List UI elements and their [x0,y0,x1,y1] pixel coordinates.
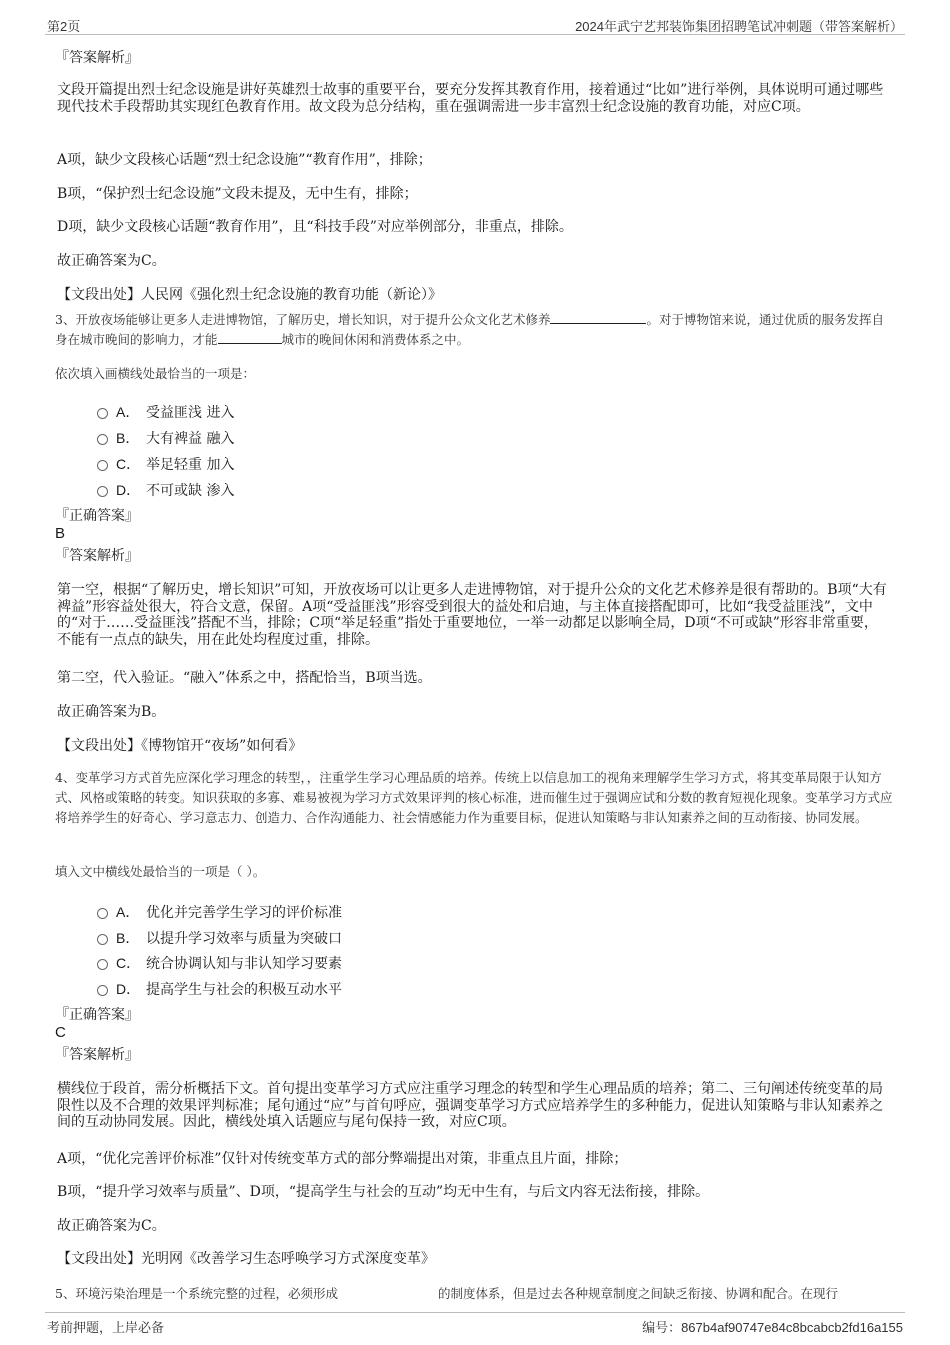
q2-analysis-label: 『答案解析』 [55,50,139,66]
q4-analysis-p2: A项，“优化完善评价标准”仅针对传统变革方式的部分弊端提出对策，非重点且片面，排除； [57,1151,628,1167]
radio-icon[interactable] [97,434,108,445]
q2-analysis-p1: 文段开篇提出烈士纪念设施是讲好英雄烈士故事的重要平台，要充分发挥其教育作用，接着通过“比如”进行举例，具体说明可通过哪些现代技术手段帮助其实现红色教育作用。故文段为总分结构，重在强调需进一步丰富烈士纪念设施的教育功能，对应C项。 [57,82,884,115]
q3-option-c[interactable]: C． 举足轻重 加入 [97,454,234,472]
q3-correct-label: 『正确答案』 [55,508,139,524]
q5-stem [55,1284,895,1304]
q3-analysis-p2: 第二空，代入验证。“融入”体系之中，搭配恰当，B项当选。 [57,670,432,686]
radio-icon[interactable] [97,908,108,919]
q4-analysis-label: 『答案解析』 [55,1047,139,1063]
q2-analysis-p4: D项，缺少文段核心话题“教育作用”，且“科技手段”对应举例部分，非重点，排除。 [57,219,573,235]
q4-source: 【文段出处】光明网《改善学习生态呼唤学习方式深度变革》 [57,1251,435,1267]
page-number: 第2页 [47,19,81,34]
q4-option-b[interactable]: B． 以提升学习效率与质量为突破口 [97,928,342,946]
q3-stem-part-2: 。对于博物馆来说，通过优质的服务发挥自身在城市晚间的影响力，才能 [55,312,884,347]
q3-prompt: 依次填入画横线处最恰当的一项是： [55,366,256,381]
page-footer [45,1312,905,1337]
q3-option-d[interactable]: D． 不可或缺 渗入 [97,480,234,498]
q4-correct-answer: C [55,1024,66,1041]
radio-icon[interactable] [97,985,108,996]
q2-source: 【文段出处】人民网《强化烈士纪念设施的教育功能（新论）》 [57,287,442,303]
q4-option-a[interactable]: A． 优化并完善学生学习的评价标准 [97,902,342,920]
q3-stem-part-1: 3、开放夜场能够让更多人走进博物馆，了解历史，增长知识，对于提升公众文化艺术修养 [55,312,551,327]
q3-analysis-label: 『答案解析』 [55,548,139,564]
radio-icon[interactable] [97,408,108,419]
radio-icon[interactable] [97,934,108,945]
q2-analysis-p3: B项，“保护烈士纪念设施”文段未提及，无中生有，排除； [57,186,418,202]
q2-analysis-p5: 故正确答案为C。 [57,253,166,269]
q5-stem-part-1: 5、环境污染治理是一个系统完整的过程，必须形成 [55,1286,338,1301]
q3-blank-1 [550,311,646,324]
page-header [45,12,905,35]
q4-correct-label: 『正确答案』 [55,1007,139,1023]
q3-option-a[interactable]: A． 受益匪浅 进入 [97,402,234,420]
q4-stem: 4、变革学习方式首先应深化学习理念的转型，，注重学生学习心理品质的培养。传统上以信息加工的视角来理解学生学习方式，将其变革局限于认知方式、风格或策略的转变。知识获取的多寡、难易被视为学习方式效果评判的核心标准，进而催生过于强调应试和分数的教育短视化现象。变革学习方式应将培养学生的好奇心、学习意志力、创造力、合作沟通能力、社会情感能力作为重要目标，促进认知策略与非认知素养之间的互动衔接、协同发展。 [55,770,893,825]
q4-option-c[interactable]: C． 统合协调认知与非认知学习要素 [97,953,342,971]
q3-option-b[interactable]: B． 大有裨益 融入 [97,428,234,446]
radio-icon[interactable] [97,486,108,497]
q3-stem [55,310,895,350]
q3-source: 【文段出处】《博物馆开“夜场”如何看》 [57,738,303,754]
q3-correct-answer: B [55,525,66,542]
q4-analysis-p1: 横线位于段首，需分析概括下文。首句提出变革学习方式应注重学习理念的转型和学生心理品质的培养；第二、三句阐述传统变革的局限性以及不合理的效果评判标准；尾句通过“应”与首句呼应，强调变革学习方式应培养学生的多种能力，促进认知策略与非认知素养之间的互动协同发展。因此，横线处填入话题应与尾句保持一致，对应C项。 [57,1081,884,1130]
q3-blank-2 [218,331,282,344]
q4-analysis-p4: 故正确答案为C。 [57,1218,166,1234]
radio-icon[interactable] [97,460,108,471]
q3-stem-part-3: 城市的晚间休闲和消费体系之中。 [281,332,470,347]
q3-analysis-p1: 第一空，根据“了解历史，增长知识”可知，开放夜场可以让更多人走进博物馆，对于提升公众的文化艺术修养是很有帮助的。B项“大有裨益”形容益处很大，符合文意，保留。A项“受益匪浅”形容受到很大的益处和启迪，与主体直接搭配即可，比如“我受益匪浅”，文中的“对于……受益匪浅”搭配不当，排除；C项“举足轻重”指处于重要地位，一举一动都足以影响全局，D项“不可或缺”形容非常重要，不能有一点点的缺失，用在此处均程度过重，排除。 [57,582,887,648]
document-id: 编号：867b4af90747e84c8bcabcb2fd16a155 [642,1320,903,1335]
q4-analysis-p3: B项，“提升学习效率与质量”、D项，“提高学生与社会的互动”均无中生有，与后文内容无法衔接，排除。 [57,1184,710,1200]
q4-prompt: 填入文中横线处最恰当的一项是（ ）。 [55,864,266,879]
radio-icon[interactable] [97,959,108,970]
footer-slogan: 考前押题，上岸必备 [47,1320,165,1335]
q3-analysis-p3: 故正确答案为B。 [57,704,166,720]
q4-option-d[interactable]: D． 提高学生与社会的积极互动水平 [97,979,342,997]
document-title: 2024年武宁艺邦装饰集团招聘笔试冲刺题（带答案解析） [575,19,903,34]
q2-analysis-p2: A项，缺少文段核心话题“烈士纪念设施”“教育作用”，排除； [57,152,432,168]
q5-stem-part-2: 的制度体系，但是过去各种规章制度之间缺乏衔接、协调和配合。在现行 [437,1286,838,1301]
